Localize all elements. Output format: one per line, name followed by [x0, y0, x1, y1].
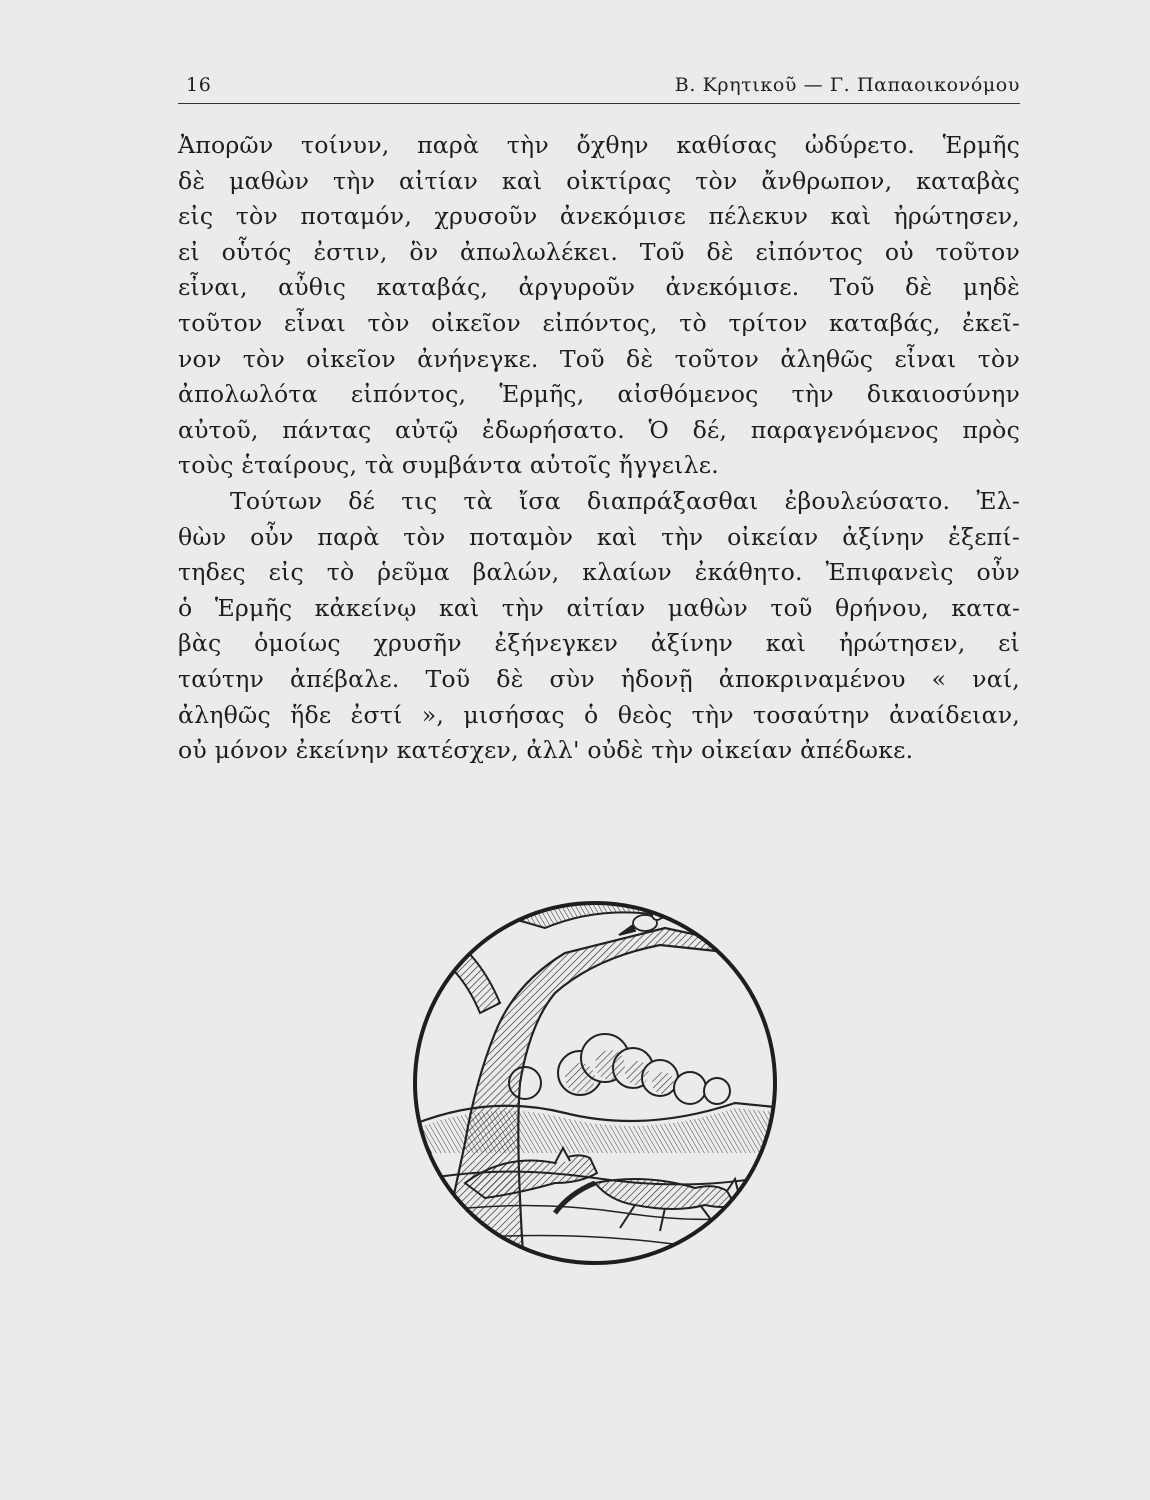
text-line: εἰς τὸν ποταμόν, χρυσοῦν ἀνεκόμισε πέλεκυν καὶ ἠρώτησεν, — [178, 202, 1020, 231]
text-line: τοὺς ἑταίρους, τὰ συμβάντα αὐτοῖς ἤγγειλε. — [178, 451, 719, 480]
header-title: Β. Κρητικοῦ — Γ. Παπαοικονόμου — [674, 74, 1020, 96]
text-line: ταύτην ἀπέβαλε. Τοῦ δὲ σὺν ἡδονῇ ἀποκριναμένου « ναί, — [178, 664, 1020, 693]
text-line: εἶναι, αὖθις καταβάς, ἀργυροῦν ἀνεκόμισε. Τοῦ δὲ μηδὲ — [178, 273, 1020, 302]
page-number: 16 — [186, 74, 212, 96]
paragraph-2 — [178, 484, 1020, 769]
text-line: αὐτοῦ, πάντας αὐτῷ ἐδωρήσατο. Ὁ δέ, παραγενόμενος πρὸς — [178, 415, 1020, 444]
text-line: νον τὸν οἰκεῖον ἀνήνεγκε. Τοῦ δὲ τοῦτον ἀληθῶς εἶναι τὸν — [178, 344, 1020, 373]
text-line: Τούτων δέ τις τὰ ἴσα διαπράξασθαι ἐβουλεύσατο. Ἐλ- — [230, 486, 1020, 515]
running-head — [178, 70, 1020, 104]
paragraph-1 — [178, 128, 1020, 484]
text-line: τοῦτον εἶναι τὸν οἰκεῖον εἰπόντος, τὸ τρίτον καταβάς, ἐκεῖ- — [178, 308, 1020, 337]
text-line: δὲ μαθὼν τὴν αἰτίαν καὶ οἰκτίρας τὸν ἄνθρωπον, καταβὰς — [178, 166, 1020, 195]
circular-illustration — [405, 883, 785, 1283]
text-line: θὼν οὖν παρὰ τὸν ποταμὸν καὶ τὴν οἰκείαν ἀξίνην ἐξεπί- — [178, 522, 1020, 551]
text-line: ἀπολωλότα εἰπόντος, Ἑρμῆς, αἰσθόμενος τὴν δικαιοσύνην — [178, 380, 1020, 409]
header-rule — [178, 103, 1020, 104]
text-line: οὐ μόνον ἐκείνην κατέσχεν, ἀλλ' οὐδὲ τὴν οἰκείαν ἀπέδωκε. — [178, 736, 914, 765]
body-text — [178, 128, 1020, 769]
text-line: εἰ οὗτός ἐστιν, ὃν ἀπωλωλέκει. Τοῦ δὲ εἰπόντος οὐ τοῦτον — [178, 237, 1020, 266]
text-line: βὰς ὁμοίως χρυσῆν ἐξήνεγκεν ἀξίνην καὶ ἠρώτησεν, εἰ — [178, 629, 1020, 658]
text-line: ὁ Ἑρμῆς κἀκείνῳ καὶ τὴν αἰτίαν μαθὼν τοῦ θρήνου, κατα- — [178, 593, 1020, 622]
text-line: τηδες εἰς τὸ ῥεῦμα βαλών, κλαίων ἐκάθητο. Ἐπιφανεὶς οὖν — [178, 558, 1020, 587]
text-line: ἀληθῶς ἥδε ἐστί », μισήσας ὁ θεὸς τὴν τοσαύτην ἀναίδειαν, — [178, 700, 1020, 729]
text-line: Ἀπορῶν τοίνυν, παρὰ τὴν ὄχθην καθίσας ὠδύρετο. Ἑρμῆς — [178, 131, 1020, 159]
